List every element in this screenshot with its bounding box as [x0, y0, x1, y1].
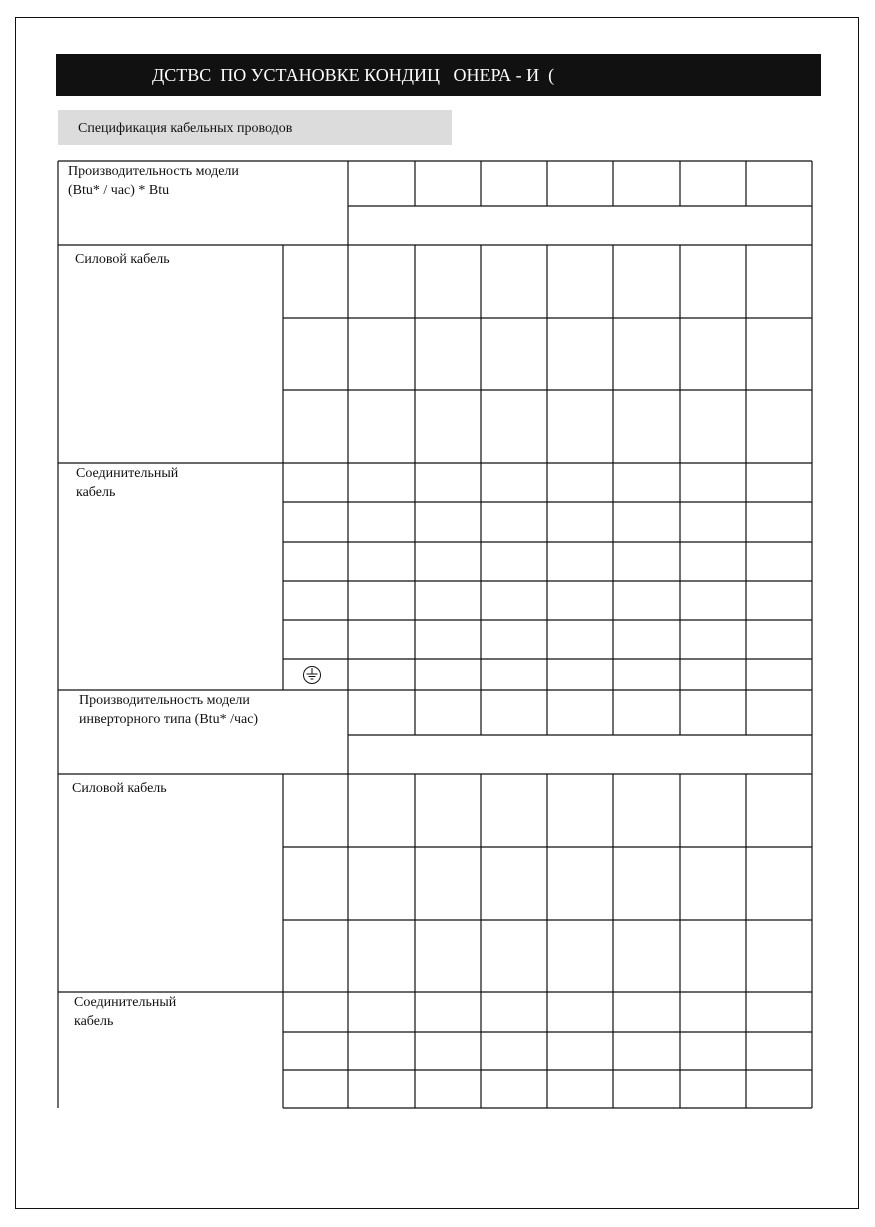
inverter-connecting-cable-label-line2: кабель [74, 1014, 114, 1029]
connecting-cable-label-line1: Соединительный [76, 466, 179, 481]
model-capacity-label-line2: (Btu* / час) * Btu [68, 183, 170, 198]
model-capacity-label-line1: Производительность модели [68, 164, 239, 179]
header-banner: ДСТВС ПО УСТАНОВКЕ КОНДИЦ ОНЕРА - И ( [56, 54, 821, 96]
ground-symbol-icon [302, 665, 322, 690]
power-cable-label: Силовой кабель [75, 252, 170, 267]
section-title: Спецификация кабельных проводов [58, 110, 452, 145]
connecting-cable-label-line2: кабель [76, 485, 116, 500]
inverter-power-cable-label: Силовой кабель [72, 781, 167, 796]
inverter-connecting-cable-label-line1: Соединительный [74, 995, 177, 1010]
inverter-model-capacity-label-line2: инверторного типа (Btu* /час) [79, 712, 259, 727]
inverter-model-capacity-label-line1: Производительность модели [79, 693, 250, 708]
